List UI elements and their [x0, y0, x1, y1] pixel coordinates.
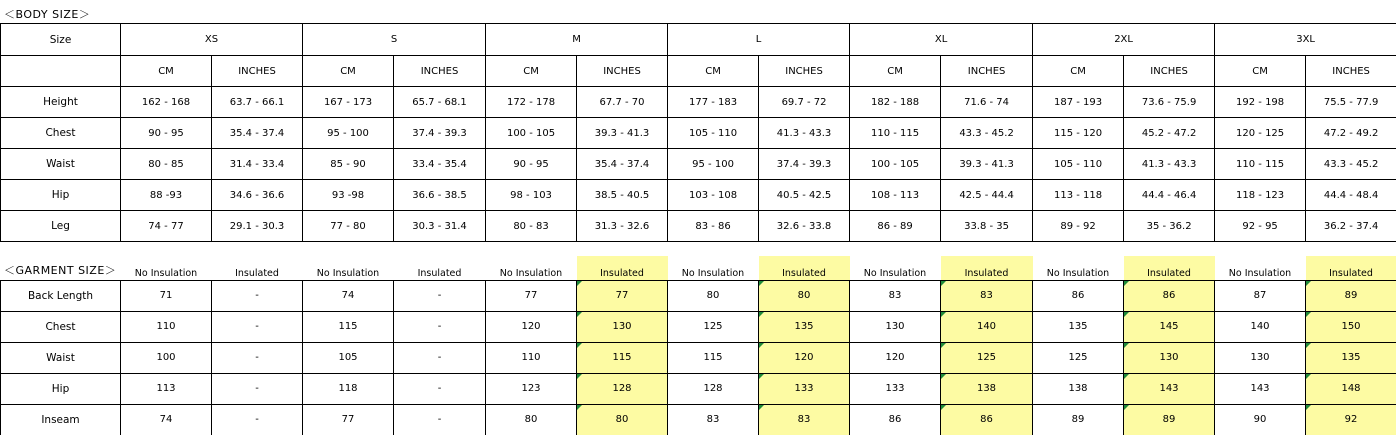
table-cell: 98 - 103: [486, 180, 577, 211]
row-label: Hip: [1, 180, 121, 211]
table-cell: -: [212, 342, 303, 373]
table-cell: 37.4 - 39.3: [394, 118, 486, 149]
no-insulation-header: No Insulation: [499, 267, 563, 279]
size-header-3xl: 3XL: [1215, 24, 1396, 56]
no-insulation-header: No Insulation: [1228, 267, 1292, 279]
table-cell: 138: [941, 373, 1033, 404]
table-cell: 83: [941, 280, 1033, 311]
table-cell: 75.5 - 77.9: [1306, 87, 1396, 118]
table-cell: 148: [1306, 373, 1396, 404]
garment-row-inseam: [1, 404, 1396, 435]
table-cell: 83: [850, 280, 941, 311]
table-cell: 38.5 - 40.5: [577, 180, 668, 211]
table-cell: 80: [577, 404, 668, 435]
table-cell: 143: [1124, 373, 1215, 404]
unit-header-cm: CM: [1215, 56, 1306, 87]
insulated-header: Insulated: [577, 256, 668, 280]
table-cell: 74: [303, 280, 394, 311]
insulated-header: Insulated: [941, 256, 1033, 280]
table-cell: 130: [850, 311, 941, 342]
table-cell: 77 - 80: [303, 211, 394, 242]
table-cell: 83 - 86: [668, 211, 759, 242]
table-cell: 39.3 - 41.3: [941, 149, 1033, 180]
table-cell: 80: [759, 280, 850, 311]
table-cell: 187 - 193: [1033, 87, 1124, 118]
table-cell: 90 - 95: [486, 149, 577, 180]
table-cell: -: [394, 404, 486, 435]
garment-row-back-length: [1, 280, 1396, 311]
row-label: Waist: [1, 342, 121, 373]
table-cell: 140: [941, 311, 1033, 342]
body-size-title: ＜BODY SIZE＞: [4, 8, 91, 21]
table-cell: 83: [759, 404, 850, 435]
table-cell: 69.7 - 72: [759, 87, 850, 118]
table-cell: 115: [303, 311, 394, 342]
no-insulation-header: No Insulation: [1046, 267, 1110, 279]
table-cell: 87: [1215, 280, 1306, 311]
table-cell: 83: [668, 404, 759, 435]
row-label: Hip: [1, 373, 121, 404]
row-label: Inseam: [1, 404, 121, 435]
table-cell: 130: [1124, 342, 1215, 373]
table-cell: 40.5 - 42.5: [759, 180, 850, 211]
table-cell: 31.3 - 32.6: [577, 211, 668, 242]
table-cell: -: [394, 311, 486, 342]
garment-row-hip: [1, 373, 1396, 404]
table-cell: 118 - 123: [1215, 180, 1306, 211]
table-cell: 138: [1033, 373, 1124, 404]
unit-header-cm: CM: [121, 56, 212, 87]
table-cell: 33.8 - 35: [941, 211, 1033, 242]
body-row-waist: [1, 149, 1396, 180]
size-header-row: [1, 24, 1396, 56]
table-cell: 177 - 183: [668, 87, 759, 118]
table-cell: 110 - 115: [850, 118, 941, 149]
table-cell: 36.2 - 37.4: [1306, 211, 1396, 242]
table-cell: 120: [759, 342, 850, 373]
unit-header-cm: CM: [1033, 56, 1124, 87]
table-cell: 90: [1215, 404, 1306, 435]
table-cell: 33.4 - 35.4: [394, 149, 486, 180]
insulated-header: Insulated: [235, 267, 279, 279]
table-cell: 45.2 - 47.2: [1124, 118, 1215, 149]
table-cell: 36.6 - 38.5: [394, 180, 486, 211]
garment-size-title: ＜GARMENT SIZE＞: [4, 264, 117, 277]
table-cell: 39.3 - 41.3: [577, 118, 668, 149]
insulated-header: Insulated: [759, 256, 850, 280]
table-cell: 128: [577, 373, 668, 404]
body-row-chest: [1, 118, 1396, 149]
body-size-table: [0, 23, 1396, 242]
no-insulation-header: No Insulation: [863, 267, 927, 279]
table-cell: 128: [668, 373, 759, 404]
table-cell: 125: [1033, 342, 1124, 373]
table-cell: 30.3 - 31.4: [394, 211, 486, 242]
table-cell: 172 - 178: [486, 87, 577, 118]
table-cell: 133: [850, 373, 941, 404]
table-cell: 41.3 - 43.3: [1124, 149, 1215, 180]
table-cell: 92: [1306, 404, 1396, 435]
size-header-2xl: 2XL: [1033, 24, 1215, 56]
table-cell: 115 - 120: [1033, 118, 1124, 149]
insulation-header-blank: [1, 256, 121, 280]
table-cell: -: [212, 311, 303, 342]
table-cell: 73.6 - 75.9: [1124, 87, 1215, 118]
table-cell: 133: [759, 373, 850, 404]
table-cell: 108 - 113: [850, 180, 941, 211]
size-header-xs: XS: [121, 24, 303, 56]
table-cell: 140: [1215, 311, 1306, 342]
unit-header-cm: CM: [486, 56, 577, 87]
table-cell: 100 - 105: [486, 118, 577, 149]
insulated-header: Insulated: [1306, 256, 1396, 280]
table-cell: 74: [121, 404, 212, 435]
size-header-label: Size: [1, 24, 121, 56]
unit-header-inches: INCHES: [759, 56, 850, 87]
table-cell: 110: [121, 311, 212, 342]
body-row-hip: [1, 180, 1396, 211]
table-cell: 77: [303, 404, 394, 435]
body-row-leg: [1, 211, 1396, 242]
unit-header-inches: INCHES: [1306, 56, 1396, 87]
table-cell: -: [394, 342, 486, 373]
garment-row-waist: [1, 342, 1396, 373]
table-cell: 86: [941, 404, 1033, 435]
table-cell: 115: [668, 342, 759, 373]
table-cell: -: [212, 280, 303, 311]
table-cell: 88 -93: [121, 180, 212, 211]
garment-row-chest: [1, 311, 1396, 342]
table-cell: 135: [759, 311, 850, 342]
no-insulation-header: No Insulation: [134, 267, 198, 279]
table-cell: 135: [1306, 342, 1396, 373]
table-cell: 65.7 - 68.1: [394, 87, 486, 118]
table-cell: 71.6 - 74: [941, 87, 1033, 118]
row-label: Chest: [1, 118, 121, 149]
table-cell: 93 -98: [303, 180, 394, 211]
row-label: Leg: [1, 211, 121, 242]
table-cell: 35.4 - 37.4: [212, 118, 303, 149]
body-row-height: [1, 87, 1396, 118]
table-cell: 167 - 173: [303, 87, 394, 118]
table-cell: 145: [1124, 311, 1215, 342]
row-label: Back Length: [1, 280, 121, 311]
row-label: Waist: [1, 149, 121, 180]
table-cell: 192 - 198: [1215, 87, 1306, 118]
table-cell: 120 - 125: [1215, 118, 1306, 149]
table-cell: 80: [668, 280, 759, 311]
table-cell: -: [212, 373, 303, 404]
table-cell: 90 - 95: [121, 118, 212, 149]
table-cell: -: [394, 373, 486, 404]
table-cell: -: [212, 404, 303, 435]
table-cell: 41.3 - 43.3: [759, 118, 850, 149]
table-cell: 89: [1124, 404, 1215, 435]
table-cell: 120: [486, 311, 577, 342]
table-cell: 113: [121, 373, 212, 404]
table-cell: 86 - 89: [850, 211, 941, 242]
table-cell: 34.6 - 36.6: [212, 180, 303, 211]
table-cell: 86: [850, 404, 941, 435]
table-cell: 80 - 85: [121, 149, 212, 180]
table-cell: 105 - 110: [668, 118, 759, 149]
unit-header-cm: CM: [668, 56, 759, 87]
table-cell: 31.4 - 33.4: [212, 149, 303, 180]
table-cell: 77: [486, 280, 577, 311]
table-cell: 162 - 168: [121, 87, 212, 118]
row-label: Height: [1, 87, 121, 118]
unit-header-inches: INCHES: [577, 56, 668, 87]
table-cell: 80: [486, 404, 577, 435]
table-cell: 43.3 - 45.2: [1306, 149, 1396, 180]
table-cell: 32.6 - 33.8: [759, 211, 850, 242]
unit-header-inches: INCHES: [1124, 56, 1215, 87]
table-cell: 35 - 36.2: [1124, 211, 1215, 242]
table-cell: 113 - 118: [1033, 180, 1124, 211]
table-cell: 80 - 83: [486, 211, 577, 242]
table-cell: 100 - 105: [850, 149, 941, 180]
table-cell: 110 - 115: [1215, 149, 1306, 180]
unit-header-inches: INCHES: [394, 56, 486, 87]
table-cell: 123: [486, 373, 577, 404]
table-cell: 120: [850, 342, 941, 373]
table-cell: 110: [486, 342, 577, 373]
table-cell: 100: [121, 342, 212, 373]
table-cell: 44.4 - 46.4: [1124, 180, 1215, 211]
table-cell: 130: [577, 311, 668, 342]
table-cell: 63.7 - 66.1: [212, 87, 303, 118]
table-cell: 29.1 - 30.3: [212, 211, 303, 242]
unit-header-blank: [1, 56, 121, 87]
table-cell: 85 - 90: [303, 149, 394, 180]
row-label: Chest: [1, 311, 121, 342]
size-header-m: M: [486, 24, 668, 56]
table-cell: 95 - 100: [303, 118, 394, 149]
unit-header-inches: INCHES: [212, 56, 303, 87]
unit-header-cm: CM: [303, 56, 394, 87]
table-cell: 105 - 110: [1033, 149, 1124, 180]
table-cell: 71: [121, 280, 212, 311]
table-cell: 89 - 92: [1033, 211, 1124, 242]
unit-header-row: [1, 56, 1396, 87]
table-cell: 89: [1306, 280, 1396, 311]
size-header-l: L: [668, 24, 850, 56]
table-cell: 86: [1033, 280, 1124, 311]
table-cell: 130: [1215, 342, 1306, 373]
table-cell: 74 - 77: [121, 211, 212, 242]
no-insulation-header: No Insulation: [316, 267, 380, 279]
size-header-xl: XL: [850, 24, 1033, 56]
size-header-s: S: [303, 24, 486, 56]
table-cell: 182 - 188: [850, 87, 941, 118]
no-insulation-header: No Insulation: [681, 267, 745, 279]
table-cell: 86: [1124, 280, 1215, 311]
table-cell: 92 - 95: [1215, 211, 1306, 242]
table-cell: 115: [577, 342, 668, 373]
table-cell: 43.3 - 45.2: [941, 118, 1033, 149]
table-cell: 44.4 - 48.4: [1306, 180, 1396, 211]
table-cell: 42.5 - 44.4: [941, 180, 1033, 211]
table-cell: -: [394, 280, 486, 311]
table-cell: 89: [1033, 404, 1124, 435]
unit-header-cm: CM: [850, 56, 941, 87]
table-cell: 135: [1033, 311, 1124, 342]
table-cell: 105: [303, 342, 394, 373]
table-cell: 150: [1306, 311, 1396, 342]
table-cell: 125: [668, 311, 759, 342]
table-cell: 103 - 108: [668, 180, 759, 211]
insulated-header: Insulated: [1124, 256, 1215, 280]
table-cell: 47.2 - 49.2: [1306, 118, 1396, 149]
table-cell: 77: [577, 280, 668, 311]
table-cell: 35.4 - 37.4: [577, 149, 668, 180]
insulated-header: Insulated: [417, 267, 462, 279]
insulation-header-row: [1, 256, 1396, 280]
garment-size-table: [0, 256, 1396, 435]
table-cell: 125: [941, 342, 1033, 373]
table-cell: 67.7 - 70: [577, 87, 668, 118]
table-cell: 37.4 - 39.3: [759, 149, 850, 180]
table-cell: 118: [303, 373, 394, 404]
unit-header-inches: INCHES: [941, 56, 1033, 87]
table-cell: 143: [1215, 373, 1306, 404]
table-cell: 95 - 100: [668, 149, 759, 180]
